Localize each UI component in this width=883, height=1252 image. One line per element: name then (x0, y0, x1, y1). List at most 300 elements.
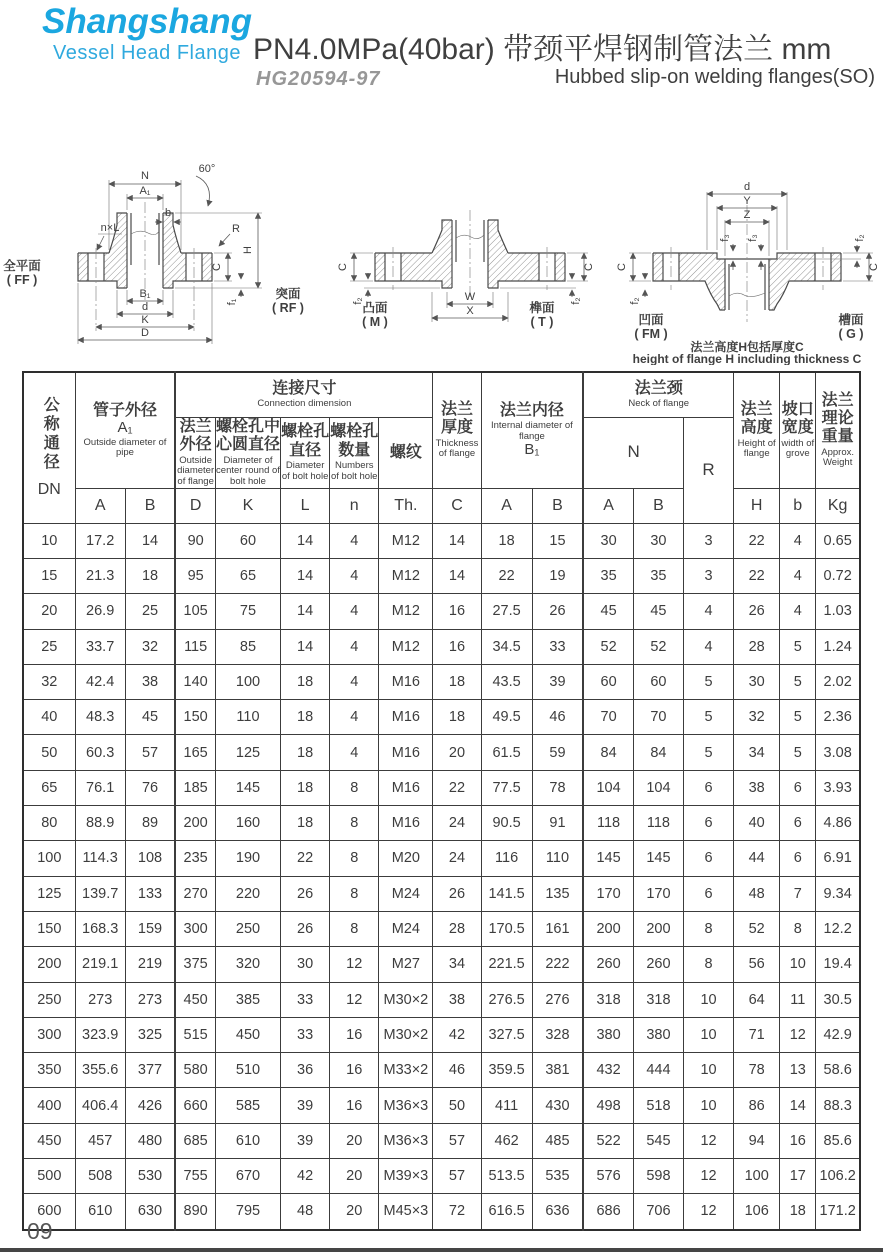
cell-col-11: 45 (583, 594, 633, 629)
face-label-fm-cn: 凹面 (638, 313, 664, 327)
cell-col-7: M36×3 (379, 1088, 433, 1123)
cell-col-16: 2.36 (816, 700, 860, 735)
dim-label-f2-left: f₂ (352, 297, 364, 305)
cell-col-3: 580 (175, 1053, 215, 1088)
cell-col-13: 6 (683, 876, 733, 911)
cell-col-8: 22 (433, 770, 481, 805)
table-row (23, 664, 860, 699)
cell-col-11: 432 (583, 1053, 633, 1088)
cell-col-12: 706 (633, 1194, 683, 1230)
dim-label-f2-right: f₂ (570, 297, 582, 305)
header-groove-width: 坡口宽度 width of grove (780, 372, 816, 488)
cell-col-8: 34 (433, 947, 481, 982)
cell-col-9: 34.5 (481, 629, 532, 664)
header-letter-NB: B (633, 488, 683, 523)
cell-col-15: 4 (780, 558, 816, 593)
cell-col-4: 65 (215, 558, 280, 593)
cell-col-14: 26 (734, 594, 780, 629)
cell-col-1: 42.4 (75, 664, 125, 699)
cell-col-15: 4 (780, 594, 816, 629)
cell-col-10: 46 (532, 700, 583, 735)
cell-col-15: 6 (780, 841, 816, 876)
cell-col-2: 159 (125, 911, 175, 946)
cell-col-11: 84 (583, 735, 633, 770)
cell-col-1: 26.9 (75, 594, 125, 629)
cell-col-6: 16 (330, 1088, 379, 1123)
dim-label-nxl: n×L (100, 222, 120, 234)
cell-col-11: 498 (583, 1088, 633, 1123)
bottom-edge-bar (0, 1248, 883, 1252)
header-letter-Th: Th. (379, 488, 433, 523)
cell-col-4: 450 (215, 1017, 280, 1052)
cell-col-12: 444 (633, 1053, 683, 1088)
cell-col-14: 22 (734, 558, 780, 593)
header-flange-od: 法兰外径 Outside diameter of flange (177, 418, 215, 488)
cell-col-7: M36×3 (379, 1123, 433, 1158)
cell-col-6: 4 (330, 664, 379, 699)
cell-col-16: 171.2 (816, 1194, 860, 1230)
cell-col-15: 5 (780, 735, 816, 770)
cell-col-5: 14 (281, 594, 330, 629)
cell-col-14: 56 (734, 947, 780, 982)
cell-col-10: 91 (532, 806, 583, 841)
cell-col-7: M39×3 (379, 1159, 433, 1194)
cell-col-15: 5 (780, 629, 816, 664)
cell-col-13: 10 (683, 1053, 733, 1088)
dim-label-A1: A₁ (139, 185, 151, 197)
cell-col-10: 39 (532, 664, 583, 699)
cell-col-15: 16 (780, 1123, 816, 1158)
cell-col-3: 270 (175, 876, 215, 911)
header-letter-b: b (780, 488, 816, 523)
cell-col-11: 118 (583, 806, 633, 841)
cell-col-16: 1.03 (816, 594, 860, 629)
cell-col-14: 44 (734, 841, 780, 876)
cell-col-16: 2.02 (816, 664, 860, 699)
cell-col-8: 26 (433, 876, 481, 911)
logo (32, 4, 262, 65)
dim-label-C-left: C (337, 263, 349, 271)
cell-col-14: 28 (734, 629, 780, 664)
cell-col-6: 8 (330, 911, 379, 946)
cell-col-14: 64 (734, 982, 780, 1017)
cell-col-12: 45 (633, 594, 683, 629)
cell-col-10: 636 (532, 1194, 583, 1230)
cell-col-0: 350 (23, 1053, 75, 1088)
cell-col-15: 7 (780, 876, 816, 911)
cell-col-3: 300 (175, 911, 215, 946)
cell-col-5: 39 (281, 1123, 330, 1158)
cell-col-1: 168.3 (75, 911, 125, 946)
cell-col-8: 18 (433, 664, 481, 699)
cell-col-7: M33×2 (379, 1053, 433, 1088)
cell-col-13: 5 (683, 700, 733, 735)
header-dn-code: DN (37, 481, 61, 499)
cell-col-6: 4 (330, 594, 379, 629)
cell-col-4: 670 (215, 1159, 280, 1194)
table-row (23, 594, 860, 629)
cell-col-3: 685 (175, 1123, 215, 1158)
cell-col-9: 49.5 (481, 700, 532, 735)
cell-col-10: 135 (532, 876, 583, 911)
cell-col-0: 10 (23, 523, 75, 558)
table-row (23, 735, 860, 770)
cell-col-12: 145 (633, 841, 683, 876)
cell-col-5: 22 (281, 841, 330, 876)
face-label-ff-code: ( FF ) (6, 273, 38, 287)
cell-col-1: 60.3 (75, 735, 125, 770)
cell-col-14: 48 (734, 876, 780, 911)
cell-col-12: 104 (633, 770, 683, 805)
cell-col-1: 21.3 (75, 558, 125, 593)
page-title: PN4.0MPa(40bar) 带颈平焊钢制管法兰 mm (253, 33, 832, 66)
header-thickness: 法兰厚度 Thickness of flange (433, 372, 481, 488)
cell-col-16: 9.34 (816, 876, 860, 911)
cell-col-13: 10 (683, 1088, 733, 1123)
dim-label-X: X (466, 305, 474, 317)
cell-col-5: 14 (281, 629, 330, 664)
cell-col-14: 106 (734, 1194, 780, 1230)
table-row (23, 770, 860, 805)
cell-col-13: 12 (683, 1123, 733, 1158)
cell-col-5: 26 (281, 876, 330, 911)
cell-col-10: 15 (532, 523, 583, 558)
cell-col-2: 57 (125, 735, 175, 770)
cell-col-15: 18 (780, 1194, 816, 1230)
cell-col-2: 377 (125, 1053, 175, 1088)
cell-col-8: 14 (433, 558, 481, 593)
cell-col-5: 42 (281, 1159, 330, 1194)
cell-col-7: M20 (379, 841, 433, 876)
dim-label-C: C (211, 263, 223, 271)
cell-col-13: 5 (683, 664, 733, 699)
dim-label-f2-left: f₂ (629, 297, 641, 305)
header-height: 法兰高度 Height of flange (734, 372, 780, 488)
header-bolt-number: 螺栓孔数量 Numbers of bolt hole (330, 418, 379, 489)
cell-col-12: 260 (633, 947, 683, 982)
table-body (23, 523, 860, 1229)
header-letter-Kg: Kg (816, 488, 860, 523)
cell-col-14: 38 (734, 770, 780, 805)
cell-col-12: 545 (633, 1123, 683, 1158)
cell-col-15: 17 (780, 1159, 816, 1194)
cell-col-0: 200 (23, 947, 75, 982)
cell-col-13: 10 (683, 1017, 733, 1052)
dimension-lines (616, 181, 880, 305)
cell-col-16: 19.4 (816, 947, 860, 982)
cell-col-1: 610 (75, 1194, 125, 1230)
cell-col-12: 200 (633, 911, 683, 946)
flange-cross-section (78, 202, 212, 300)
cell-col-11: 35 (583, 558, 633, 593)
cell-col-1: 88.9 (75, 806, 125, 841)
cell-col-8: 14 (433, 523, 481, 558)
face-label-g-cn: 槽面 (838, 313, 864, 327)
cell-col-1: 33.7 (75, 629, 125, 664)
cell-col-4: 250 (215, 911, 280, 946)
cell-col-15: 6 (780, 770, 816, 805)
header-letter-n: n (330, 488, 379, 523)
cell-col-7: M16 (379, 770, 433, 805)
dim-label-f1: f₁ (226, 298, 238, 306)
table-row (23, 947, 860, 982)
header-letter-D: D (175, 488, 215, 523)
dim-label-angle: 60° (198, 163, 216, 175)
face-label-m-code: ( M ) (362, 315, 388, 329)
cell-col-0: 32 (23, 664, 75, 699)
cell-col-2: 45 (125, 700, 175, 735)
cell-col-1: 17.2 (75, 523, 125, 558)
cell-col-16: 3.08 (816, 735, 860, 770)
cell-col-9: 170.5 (481, 911, 532, 946)
logo-wordmark: Shangshang (41, 2, 253, 41)
cell-col-13: 8 (683, 911, 733, 946)
cell-col-9: 221.5 (481, 947, 532, 982)
table-row (23, 1053, 860, 1088)
cell-col-3: 165 (175, 735, 215, 770)
cell-col-12: 598 (633, 1159, 683, 1194)
table-row (23, 1194, 860, 1230)
cell-col-11: 686 (583, 1194, 633, 1230)
cell-col-0: 40 (23, 700, 75, 735)
dim-label-H: H (242, 246, 254, 254)
cell-col-8: 72 (433, 1194, 481, 1230)
cell-col-3: 890 (175, 1194, 215, 1230)
cell-col-4: 75 (215, 594, 280, 629)
cell-col-4: 145 (215, 770, 280, 805)
cell-col-0: 400 (23, 1088, 75, 1123)
cell-col-7: M16 (379, 664, 433, 699)
cell-col-10: 222 (532, 947, 583, 982)
cell-col-6: 8 (330, 770, 379, 805)
dim-label-D: D (141, 327, 149, 339)
cell-col-4: 85 (215, 629, 280, 664)
dim-label-b: b (164, 207, 172, 219)
header-neck-R: R (683, 418, 733, 524)
cell-col-12: 60 (633, 664, 683, 699)
cell-col-11: 318 (583, 982, 633, 1017)
header-letter-K: K (215, 488, 280, 523)
cell-col-2: 14 (125, 523, 175, 558)
cell-col-15: 4 (780, 523, 816, 558)
cell-col-10: 535 (532, 1159, 583, 1194)
cell-col-3: 515 (175, 1017, 215, 1052)
dim-label-C-right: C (868, 263, 880, 271)
cell-col-0: 600 (23, 1194, 75, 1230)
table-row (23, 1123, 860, 1158)
flange-drawing-ff-rf (0, 150, 330, 365)
cell-col-2: 89 (125, 806, 175, 841)
cell-col-13: 12 (683, 1194, 733, 1230)
cell-col-0: 80 (23, 806, 75, 841)
cell-col-13: 6 (683, 806, 733, 841)
header-letter-B1B: B (532, 488, 583, 523)
cell-col-13: 10 (683, 982, 733, 1017)
table-row (23, 1159, 860, 1194)
header-dn-cn: 公称通径 (41, 396, 59, 473)
table-row (23, 629, 860, 664)
cell-col-9: 276.5 (481, 982, 532, 1017)
cell-col-5: 26 (281, 911, 330, 946)
cell-col-16: 58.6 (816, 1053, 860, 1088)
cell-col-12: 380 (633, 1017, 683, 1052)
header-neck-N: N (583, 418, 683, 489)
cell-col-10: 19 (532, 558, 583, 593)
cell-col-3: 90 (175, 523, 215, 558)
cell-col-10: 485 (532, 1123, 583, 1158)
cell-col-9: 411 (481, 1088, 532, 1123)
cell-col-3: 95 (175, 558, 215, 593)
dim-label-f2-right: f₂ (854, 234, 866, 242)
cell-col-14: 22 (734, 523, 780, 558)
cell-col-9: 616.5 (481, 1194, 532, 1230)
dim-label-C-right: C (583, 263, 595, 271)
cell-col-2: 76 (125, 770, 175, 805)
cell-col-15: 14 (780, 1088, 816, 1123)
cell-col-10: 33 (532, 629, 583, 664)
cell-col-15: 10 (780, 947, 816, 982)
cell-col-12: 70 (633, 700, 683, 735)
cell-col-13: 3 (683, 558, 733, 593)
cell-col-13: 12 (683, 1159, 733, 1194)
cell-col-4: 320 (215, 947, 280, 982)
cell-col-5: 18 (281, 700, 330, 735)
cell-col-9: 327.5 (481, 1017, 532, 1052)
header-letter-A: A (75, 488, 125, 523)
flange-drawing-m-t (330, 150, 610, 365)
cell-col-10: 78 (532, 770, 583, 805)
cell-col-8: 16 (433, 594, 481, 629)
header-letter-L: L (281, 488, 330, 523)
cell-col-4: 160 (215, 806, 280, 841)
cell-col-4: 125 (215, 735, 280, 770)
cell-col-1: 76.1 (75, 770, 125, 805)
cell-col-0: 15 (23, 558, 75, 593)
cell-col-14: 32 (734, 700, 780, 735)
flange-spec-table (22, 371, 861, 1231)
table-row (23, 982, 860, 1017)
cell-col-6: 16 (330, 1053, 379, 1088)
dim-label-Z: Z (743, 209, 751, 221)
cell-col-6: 16 (330, 1017, 379, 1052)
flange-cross-section (653, 205, 841, 322)
header-dn (23, 372, 75, 523)
cell-col-0: 500 (23, 1159, 75, 1194)
cell-col-3: 200 (175, 806, 215, 841)
face-label-t-cn: 榫面 (529, 301, 555, 315)
cell-col-10: 161 (532, 911, 583, 946)
cell-col-9: 27.5 (481, 594, 532, 629)
cell-col-11: 380 (583, 1017, 633, 1052)
cell-col-10: 276 (532, 982, 583, 1017)
table-row (23, 1088, 860, 1123)
cell-col-12: 170 (633, 876, 683, 911)
cell-col-5: 33 (281, 1017, 330, 1052)
cell-col-9: 43.5 (481, 664, 532, 699)
cell-col-11: 200 (583, 911, 633, 946)
cell-col-10: 430 (532, 1088, 583, 1123)
cell-col-11: 70 (583, 700, 633, 735)
header-bolt-hole-diameter: 螺栓孔直径 Diameter of bolt hole (281, 418, 330, 489)
cell-col-14: 71 (734, 1017, 780, 1052)
cell-col-15: 11 (780, 982, 816, 1017)
cell-col-6: 20 (330, 1123, 379, 1158)
cell-col-4: 795 (215, 1194, 280, 1230)
cell-col-15: 13 (780, 1053, 816, 1088)
cell-col-14: 86 (734, 1088, 780, 1123)
header-letter-H: H (734, 488, 780, 523)
cell-col-2: 133 (125, 876, 175, 911)
cell-col-12: 35 (633, 558, 683, 593)
cell-col-1: 457 (75, 1123, 125, 1158)
header-letter-C: C (433, 488, 481, 523)
cell-col-9: 18 (481, 523, 532, 558)
cell-col-16: 0.72 (816, 558, 860, 593)
cell-col-0: 50 (23, 735, 75, 770)
cell-col-8: 28 (433, 911, 481, 946)
cell-col-13: 4 (683, 629, 733, 664)
cell-col-5: 36 (281, 1053, 330, 1088)
cell-col-0: 65 (23, 770, 75, 805)
drawing-caption-en: height of flange H including thickness C (632, 352, 862, 365)
cell-col-13: 6 (683, 770, 733, 805)
cell-col-11: 576 (583, 1159, 633, 1194)
cell-col-0: 125 (23, 876, 75, 911)
cell-col-13: 4 (683, 594, 733, 629)
cell-col-10: 26 (532, 594, 583, 629)
cell-col-12: 518 (633, 1088, 683, 1123)
cell-col-3: 375 (175, 947, 215, 982)
header-neck-group: 法兰颈 Neck of flange (583, 372, 733, 418)
header-thread: 螺纹 (379, 418, 433, 489)
cell-col-16: 42.9 (816, 1017, 860, 1052)
flange-drawing-fm-g (613, 150, 881, 365)
cell-col-2: 480 (125, 1123, 175, 1158)
cell-col-16: 12.2 (816, 911, 860, 946)
cell-col-16: 85.6 (816, 1123, 860, 1158)
cell-col-3: 105 (175, 594, 215, 629)
table-row (23, 876, 860, 911)
header-letter-NA: A (583, 488, 633, 523)
cell-col-11: 52 (583, 629, 633, 664)
cell-col-7: M24 (379, 876, 433, 911)
cell-col-2: 630 (125, 1194, 175, 1230)
cell-col-13: 6 (683, 841, 733, 876)
cell-col-9: 141.5 (481, 876, 532, 911)
cell-col-6: 4 (330, 700, 379, 735)
subtitle-english: Hubbed slip-on welding flanges(SO) (554, 66, 875, 88)
dim-label-K: K (141, 314, 149, 326)
logo-subtitle: Vessel Head Flange (52, 41, 241, 64)
cell-col-16: 3.93 (816, 770, 860, 805)
cell-col-4: 190 (215, 841, 280, 876)
cell-col-1: 355.6 (75, 1053, 125, 1088)
cell-col-1: 406.4 (75, 1088, 125, 1123)
cell-col-6: 8 (330, 841, 379, 876)
cell-col-11: 30 (583, 523, 633, 558)
cell-col-9: 116 (481, 841, 532, 876)
cell-col-10: 328 (532, 1017, 583, 1052)
cell-col-16: 1.24 (816, 629, 860, 664)
cell-col-12: 84 (633, 735, 683, 770)
face-label-ff-cn: 全平面 (3, 259, 41, 273)
cell-col-6: 20 (330, 1159, 379, 1194)
cell-col-8: 38 (433, 982, 481, 1017)
cell-col-7: M16 (379, 700, 433, 735)
cell-col-1: 323.9 (75, 1017, 125, 1052)
cell-col-2: 219 (125, 947, 175, 982)
dim-label-N: N (141, 170, 149, 182)
